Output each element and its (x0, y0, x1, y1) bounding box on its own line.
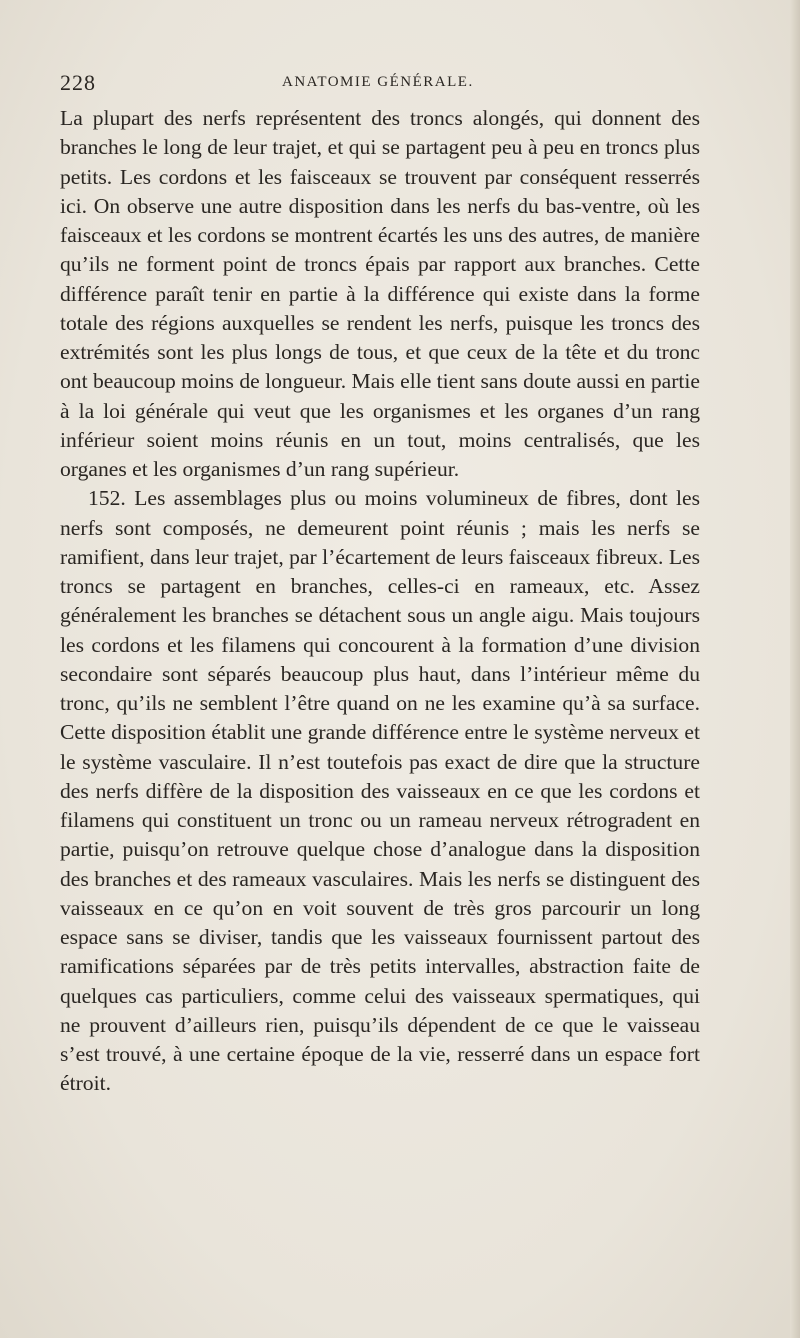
paragraph-nerve-trunks: La plupart des nerfs représentent des troncs alongés, qui donnent des branches le long de leur trajet, et qui se partagent peu à peu en troncs plus petits. Les cordons et les faisceaux se trouvent par conséquent resserrés ici. On observe une autre disposition dans les nerfs du bas-ventre, où les faisceaux et les cordons se montrent écartés les uns des autres, de manière qu’ils ne forment point de troncs épais par rapport aux branches. Cette différence paraît tenir en partie à la différence qui existe dans la forme totale des régions auxquelles se rendent les nerfs, puisque les troncs des extrémités sont les plus longs de tous, et que ceux de la tête et du tronc ont beaucoup moins de longueur. Mais elle tient sans doute aussi en partie à la loi générale qui veut que les organismes et les organes d’un rang inférieur soient moins réunis en un tout, moins centralisés, que les organes et les organismes d’un rang supérieur. (60, 106, 700, 481)
page-number: 228 (60, 70, 96, 95)
body-text (60, 104, 700, 1099)
page-edge (790, 0, 800, 1338)
paragraph-152: 152. Les assemblages plus ou moins volumineux de fibres, dont les nerfs sont composés, ne demeurent point réunis ; mais les nerfs se ramifient, dans leur trajet, par l’écartement de leurs faisceaux fibreux. Les troncs se partagent en branches, celles-ci en rameaux, etc. Assez généralement les branches se détachent sous un angle aigu. Mais toujours les cordons et les filamens qui concourent à la formation d’une division secondaire sont séparés beaucoup plus haut, dans l’intérieur même du tronc, qu’ils ne semblent l’être quand on ne les examine qu’à sa surface. Cette disposition établit une grande différence entre le système nerveux et le système vasculaire. Il n’est toutefois pas exact de dire que la structure des nerfs diffère de la disposition des vaisseaux en ce que les cordons et filamens qui constituent un tronc ou un rameau nerveux rétrogradent en partie, puisqu’on retrouve quelque chose d’analogue dans la disposition des branches et des rameaux vasculaires. Mais les nerfs se distinguent des vaisseaux en ce qu’on en voit souvent de très gros parcourir un long espace sans se diviser, tandis que les vaisseaux fournissent partout des ramifications séparées par de très petits intervalles, abstraction faite de quelques cas particuliers, comme celui des vaisseaux spermatiques, qui ne prouvent d’ailleurs rien, puisqu’ils dépendent de ce que le vaisseau s’est trouvé, à une certaine époque de la vie, resserré dans un espace fort étroit. (60, 486, 700, 1096)
running-title: ANATOMIE GÉNÉRALE. (282, 74, 474, 90)
page-header (60, 68, 700, 98)
